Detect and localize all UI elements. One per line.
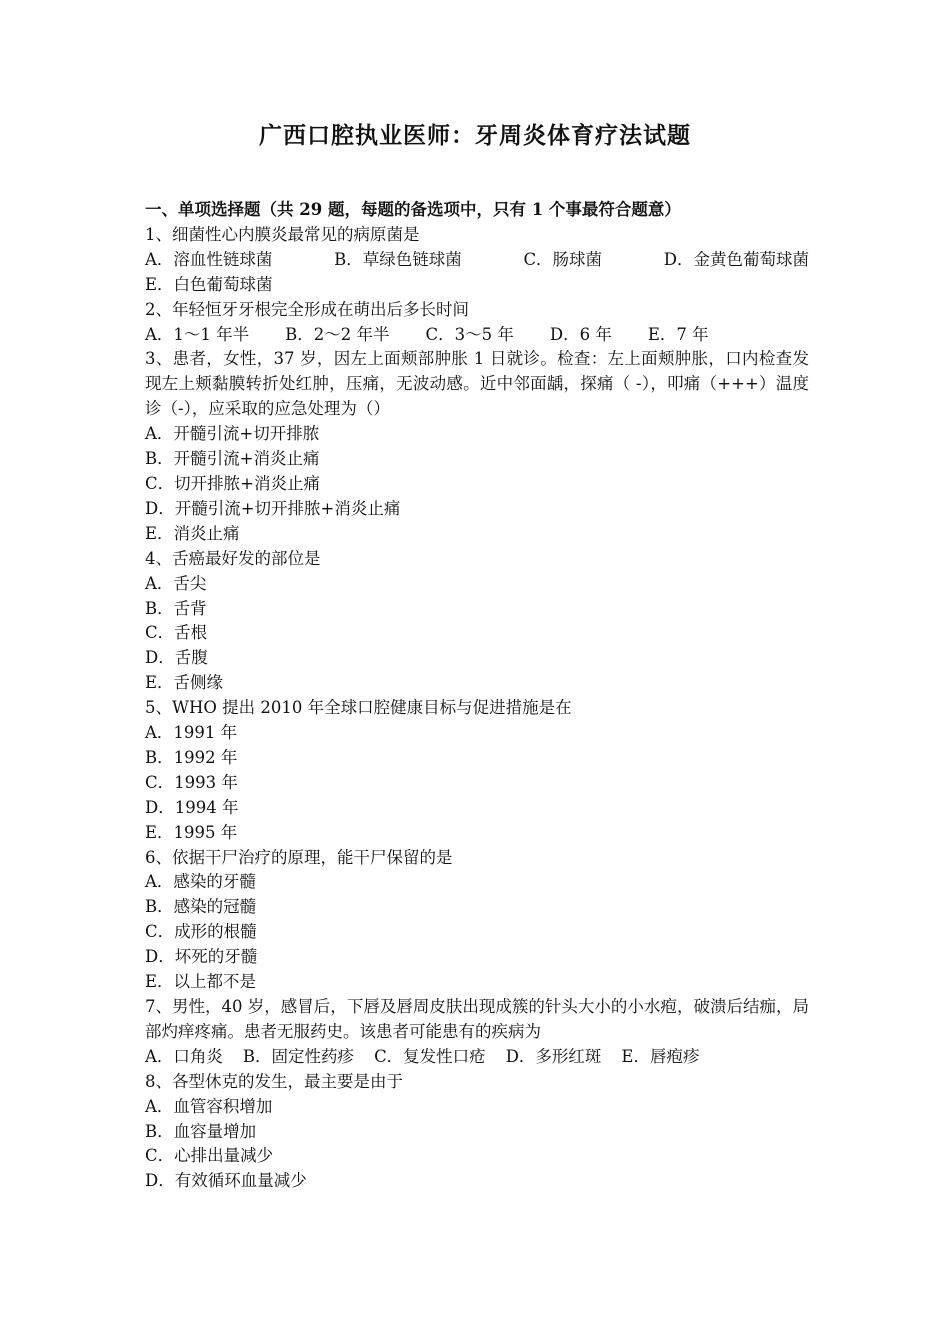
option: B．1992 年 xyxy=(145,747,238,767)
section-heading: 一、单项选择题（共 29 题，每题的备选项中，只有 1 个事最符合题意） xyxy=(145,200,681,219)
option: D．开髓引流+切开排脓+消炎止痛 xyxy=(145,498,401,518)
document-body xyxy=(145,198,809,1194)
option: A．感染的牙髓 xyxy=(145,872,256,892)
option: D．金黄色葡萄球菌 xyxy=(663,249,809,269)
option: E．消炎止痛 xyxy=(145,523,240,543)
option: B．开髓引流+消炎止痛 xyxy=(145,449,320,469)
option: A．口角炎 xyxy=(145,1046,223,1066)
option: A．1991 年 xyxy=(145,723,238,743)
option: A．1～1 年半 xyxy=(145,324,250,344)
option: E．白色葡萄球菌 xyxy=(145,274,273,294)
option: D．有效循环血量减少 xyxy=(145,1171,307,1191)
question-stem: 8、各型休克的发生，最主要是由于 xyxy=(145,1071,403,1091)
option: B．草绿色链球菌 xyxy=(334,249,462,269)
option: A．舌尖 xyxy=(145,573,207,593)
option: E．1995 年 xyxy=(145,822,238,842)
option: B．舌背 xyxy=(145,598,207,618)
question-stem: 2、年轻恒牙牙根完全形成在萌出后多长时间 xyxy=(145,299,469,319)
option: C．复发性口疮 xyxy=(374,1046,486,1066)
option: C．心排出量减少 xyxy=(145,1146,274,1166)
option: D．坏死的牙髓 xyxy=(145,947,258,967)
option: C．肠球菌 xyxy=(523,249,603,269)
question-stem: 1、细菌性心内膜炎最常见的病原菌是 xyxy=(145,224,420,244)
option: C．舌根 xyxy=(145,623,208,643)
option-row xyxy=(145,1045,809,1070)
option: E．唇疱疹 xyxy=(621,1046,700,1066)
question-stem: 6、依据干尸治疗的原理，能干尸保留的是 xyxy=(145,847,453,867)
option: E．以上都不是 xyxy=(145,972,257,992)
question-stem: 7、男性，40 岁，感冒后，下唇及唇周皮肤出现成簇的针头大小的小水疱，破溃后结痂，局部灼痒疼痛。患者无服药史。该患者可能患有的疾病为 xyxy=(145,997,809,1041)
question-stem: 4、舌癌最好发的部位是 xyxy=(145,548,321,568)
option-row xyxy=(145,248,809,273)
option: C．成形的根髓 xyxy=(145,922,257,942)
option: D．舌腹 xyxy=(145,648,208,668)
option: D．1994 年 xyxy=(145,797,239,817)
option: B．血容量增加 xyxy=(145,1121,257,1141)
option: C．切开排脓+消炎止痛 xyxy=(145,473,320,493)
question-stem: 5、WHO 提出 2010 年全球口腔健康目标与促进措施是在 xyxy=(145,698,572,718)
option: C．1993 年 xyxy=(145,772,238,792)
option: E．舌侧缘 xyxy=(145,673,224,693)
option: B．2～2 年半 xyxy=(285,324,390,344)
option: A．溶血性链球菌 xyxy=(145,249,273,269)
option: B．感染的冠髓 xyxy=(145,897,257,917)
option: C．3～5 年 xyxy=(425,324,514,344)
option-row xyxy=(145,323,809,348)
document-title: 广西口腔执业医师：牙周炎体育疗法试题 xyxy=(259,122,691,149)
question-stem: 3、患者，女性，37 岁，因左上面颊部肿胀 1 日就诊。检查：左上面颊肿胀，口内检查发现左上颊黏膜转折处红肿，压痛，无波动感。近中邻面龋，探痛（ -），叩痛（+++）温度诊（-），应采取的应急处理为（） xyxy=(145,349,809,419)
option: B．固定性药疹 xyxy=(242,1046,355,1066)
option: D．6 年 xyxy=(549,324,612,344)
option: E．7 年 xyxy=(647,324,709,344)
option: A．开髓引流+切开排脓 xyxy=(145,424,320,444)
option: D．多形红斑 xyxy=(505,1046,602,1066)
option: A．血管容积增加 xyxy=(145,1096,273,1116)
